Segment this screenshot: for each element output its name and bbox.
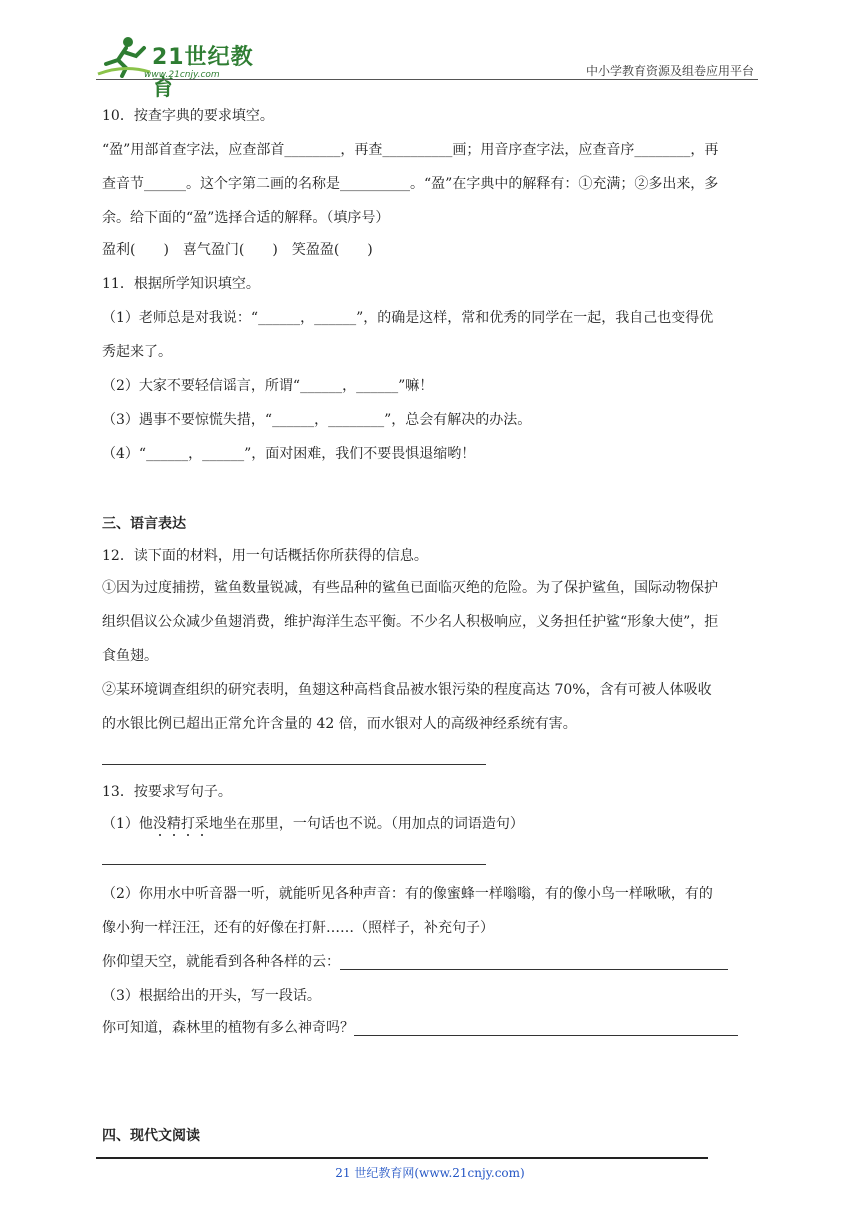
q13-item-1-prefix: （1）他 xyxy=(102,816,153,832)
q11-title: 11．根据所学知识填空。 xyxy=(102,276,260,292)
q11-item-2: （2）大家不要轻信谣言，所谓“______，______”嘛！ xyxy=(102,378,434,394)
q12-answer-line[interactable] xyxy=(102,764,486,765)
q10-line-3: 余。给下面的“盈”选择合适的解释。（填序号） xyxy=(102,210,390,226)
q12-material-1b: 组织倡议公众减少鱼翅消费，维护海洋生态平衡。不少名人积极响应，义务担任护鲨“形象大使”，拒 xyxy=(102,614,719,630)
page-header xyxy=(96,28,758,101)
q12-material-1c: 食鱼翅。 xyxy=(102,648,158,664)
section-4-heading: 四、现代文阅读 xyxy=(102,1128,200,1144)
q12-material-1a: ①因为过度捕捞，鲨鱼数量锐减，有些品种的鲨鱼已面临灭绝的危险。为了保护鲨鱼，国际动物保护 xyxy=(102,580,718,596)
q13-3-prompt: 你可知道，森林里的植物有多么神奇吗？ xyxy=(102,1020,354,1036)
footer-divider xyxy=(96,1157,708,1159)
q13-item-1-suffix: 地坐在那里，一句话也不说。（用加点的词语造句） xyxy=(208,816,524,832)
header-platform-text: 中小学教育资源及组卷应用平台 xyxy=(585,64,754,78)
logo-text: 21世纪教育 xyxy=(152,45,254,101)
dotted-char: 打 xyxy=(180,816,195,832)
footer-text: 21 世纪教育网(www.21cnjy.com) xyxy=(335,1166,525,1180)
q10-line-2: 查音节______。这个字第二画的名称是__________。“盈”在字典中的解释有：①充满；②多出来，多 xyxy=(102,176,719,192)
q13-title: 13．按要求写句子。 xyxy=(102,784,232,800)
q10-line-4: 盈利( ) 喜气盈门( ) 笑盈盈( ) xyxy=(102,242,373,258)
q13-1-answer-line[interactable] xyxy=(102,864,486,865)
q13-item-2c xyxy=(102,952,728,972)
q12-material-2a: ②某环境调查组织的研究表明，鱼翅这种高档食品被水银污染的程度高达 70%，含有可被人体吸收 xyxy=(102,682,712,698)
q13-2-answer-line[interactable] xyxy=(340,955,728,970)
dotted-char: 没 xyxy=(152,816,167,832)
q12-material-2b: 的水银比例已超出正常允许含量的 42 倍，而水银对人的高级神经系统有害。 xyxy=(102,716,577,732)
logo-url: www.21cnjy.com xyxy=(144,70,220,80)
q13-2-prompt: 你仰望天空，就能看到各种各样的云： xyxy=(102,954,340,970)
dotted-char: 采 xyxy=(194,816,209,832)
q10-line-1: “盈”用部首查字法，应查部首________，再查__________画；用音序查字法，应查音序________，再 xyxy=(102,142,719,158)
q11-item-1b: 秀起来了。 xyxy=(102,344,172,360)
q11-item-4: （4）“______，______”，面对困难，我们不要畏惧退缩哟！ xyxy=(102,446,476,462)
q13-item-2b: 像小狗一样汪汪，还有的好像在打鼾……（照样子，补充句子） xyxy=(102,920,494,936)
q13-item-3b xyxy=(102,1018,738,1038)
header-divider xyxy=(96,79,758,80)
q13-item-1 xyxy=(102,814,524,834)
q11-item-3: （3）遇事不要惊慌失措，“______，________”，总会有解决的办法。 xyxy=(102,412,532,428)
q13-3-answer-line[interactable] xyxy=(354,1021,738,1036)
q13-dotted-word xyxy=(153,816,209,832)
q13-item-3: （3）根据给出的开头，写一段话。 xyxy=(102,988,321,1004)
q10-title: 10．按查字典的要求填空。 xyxy=(102,108,274,124)
q11-item-1a: （1）老师总是对我说：“______，______”，的确是这样，常和优秀的同学在一起，我自己也变得优 xyxy=(102,310,714,326)
section-3-heading: 三、语言表达 xyxy=(102,516,186,532)
dotted-char: 精 xyxy=(166,816,181,832)
q12-title: 12．读下面的材料，用一句话概括你所获得的信息。 xyxy=(102,548,428,564)
logo xyxy=(96,34,256,101)
q13-item-2a: （2）你用水中听音器一听，就能听见各种声音：有的像蜜蜂一样嗡嗡，有的像小鸟一样啾啾，有的 xyxy=(102,886,713,902)
